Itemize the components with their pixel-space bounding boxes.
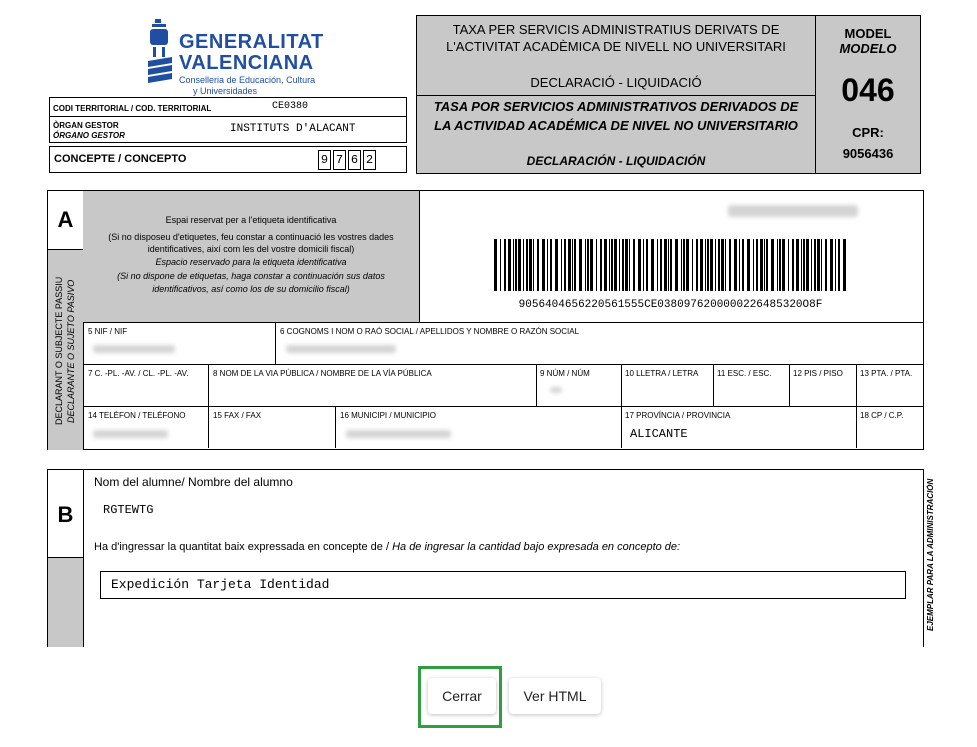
generalitat-logo: [146, 17, 324, 96]
model-label: MODEL: [844, 26, 892, 41]
section-a-side-label-va: DECLARANT O SUBJECTE PASSIU: [54, 276, 64, 426]
field-name-label: 6 COGNOMS I NOM O RAÓ SOCIAL / APELLIDOS Y NOMBRE O RAZÓN SOCIAL: [280, 327, 580, 336]
field-postal-code-label: 18 CP / C.P.: [860, 411, 904, 420]
nif-value: [93, 345, 175, 353]
codi-territorial-label: CODI TERRITORIAL / COD. TERRITORIAL: [53, 104, 212, 113]
concepte-digit: 6: [348, 150, 361, 170]
organo-gestor-label: ÓRGANO GESTOR: [53, 131, 125, 140]
concepte-digit: 2: [363, 150, 376, 170]
section-b-letter: B: [57, 502, 74, 527]
org-name-line1: GENERALITAT: [179, 31, 324, 53]
field-province-label: 17 PROVÍNCIA / PROVINCIA: [625, 411, 731, 420]
title-va-line2: L'ACTIVITAT ACADÈMICA DE NIVELL NO UNIVERSITARI: [446, 39, 786, 54]
concept-instruction: Ha d'ingressar la quantitat baix expressada en concepte de / Ha de ingresar la cantidad bajo expresada en concepto de:: [94, 541, 681, 553]
concepte-digit: 7: [333, 150, 346, 170]
cpr-value: 9056436: [842, 146, 894, 161]
concepte-box: [49, 146, 407, 173]
subtitle-va: DECLARACIÓ - LIQUIDACIÓ: [530, 75, 702, 90]
redacted-text: [728, 205, 858, 217]
barcode-number: 9056404656220561555CE0380976200000226485320O8F: [518, 299, 823, 311]
title-es-line1: TASA POR SERVICIOS ADMINISTRATIVOS DERIVADOS DE: [433, 99, 799, 114]
name-value: [286, 345, 396, 353]
subtitle-es: DECLARACIÓN - LIQUIDACIÓN: [526, 154, 706, 168]
organ-gestor-label: ÒRGAN GESTOR: [53, 121, 119, 130]
section-b: [47, 469, 924, 647]
section-a: [47, 190, 924, 450]
admin-copy-side-label: EJEMPLAR PARA LA ADMINISTRACIÓN: [926, 478, 935, 631]
coat-of-arms-icon: [146, 17, 176, 85]
conselleria-line2: y Universidades: [193, 86, 258, 96]
field-number-label: 9 NÚM / NÚM: [540, 369, 590, 378]
concepte-label: CONCEPTE / CONCEPTO: [54, 153, 187, 165]
close-button[interactable]: Cerrar: [428, 678, 496, 714]
section-a-side-label-es: DECLARANTE O SUJETO PASIVO: [66, 279, 76, 423]
barcode: [494, 239, 846, 291]
field-street-type-label: 7 C. -PL. -AV. / CL. -PL. -AV.: [88, 369, 189, 378]
codi-territorial-value: CE0380: [272, 101, 309, 112]
field-stair-label: 11 ESC. / ESC.: [717, 369, 772, 378]
alumno-label: Nom del alumne/ Nombre del alumno: [94, 475, 293, 489]
form-title-box: [416, 15, 816, 174]
field-floor-label: 12 PIS / PISO: [793, 369, 843, 378]
modelo-label: MODELO: [839, 41, 897, 56]
phone-value: [93, 430, 168, 438]
field-municipality-label: 16 MUNICIPI / MUNICIPIO: [340, 411, 437, 420]
number-value: [550, 387, 562, 393]
model-box: [815, 15, 921, 174]
field-nif-label: 5 NIF / NIF: [88, 327, 128, 336]
title-es-line2: LA ACTIVIDAD ACADÉMICA DE NIVEL NO UNIVERSITARIO: [434, 118, 798, 133]
model-number: 046: [841, 72, 895, 108]
field-phone-label: 14 TELÈFON / TELÉFONO: [88, 411, 186, 420]
territorial-box: [49, 97, 407, 143]
conselleria-line1: Conselleria de Educación, Cultura: [179, 75, 316, 85]
cpr-label: CPR:: [852, 125, 884, 140]
section-a-letter: A: [57, 207, 74, 232]
field-letter-label: 10 LLETRA / LETRA: [625, 369, 699, 378]
field-fax-label: 15 FAX / FAX: [213, 411, 262, 420]
municipality-value: [346, 430, 451, 438]
title-va-line1: TAXA PER SERVICIS ADMINISTRATIUS DERIVATS DE: [452, 22, 780, 37]
field-door-label: 13 PTA. / PTA.: [860, 369, 913, 378]
organ-gestor-value: INSTITUTS D'ALACANT: [230, 123, 356, 135]
province-value: ALICANTE: [630, 427, 688, 441]
label-reserved-area: Espai reservat per a l'etiqueta identificativa (Si no disposeu d'etiquetes, feu constar a continuació les vostres dades identificatives, així com les del vostre domicili fiscal) Espacio reservado para la etiqueta identificativa (Si no dispone de etiquetas, haga constar a continuación sus datos identificativos, así como los de su domicilio fiscal): [83, 191, 420, 323]
concept-value-field: Expedición Tarjeta Identidad: [100, 571, 906, 599]
org-name-line2: VALENCIANA: [179, 52, 314, 74]
field-street-name-label: 8 NOM DE LA VIA PÚBLICA / NOMBRE DE LA VÍA PÚBLICA: [213, 369, 432, 378]
concepte-digit: 9: [318, 150, 331, 170]
alumno-value: RGTEWTG: [103, 503, 154, 517]
view-html-button[interactable]: Ver HTML: [509, 678, 601, 714]
